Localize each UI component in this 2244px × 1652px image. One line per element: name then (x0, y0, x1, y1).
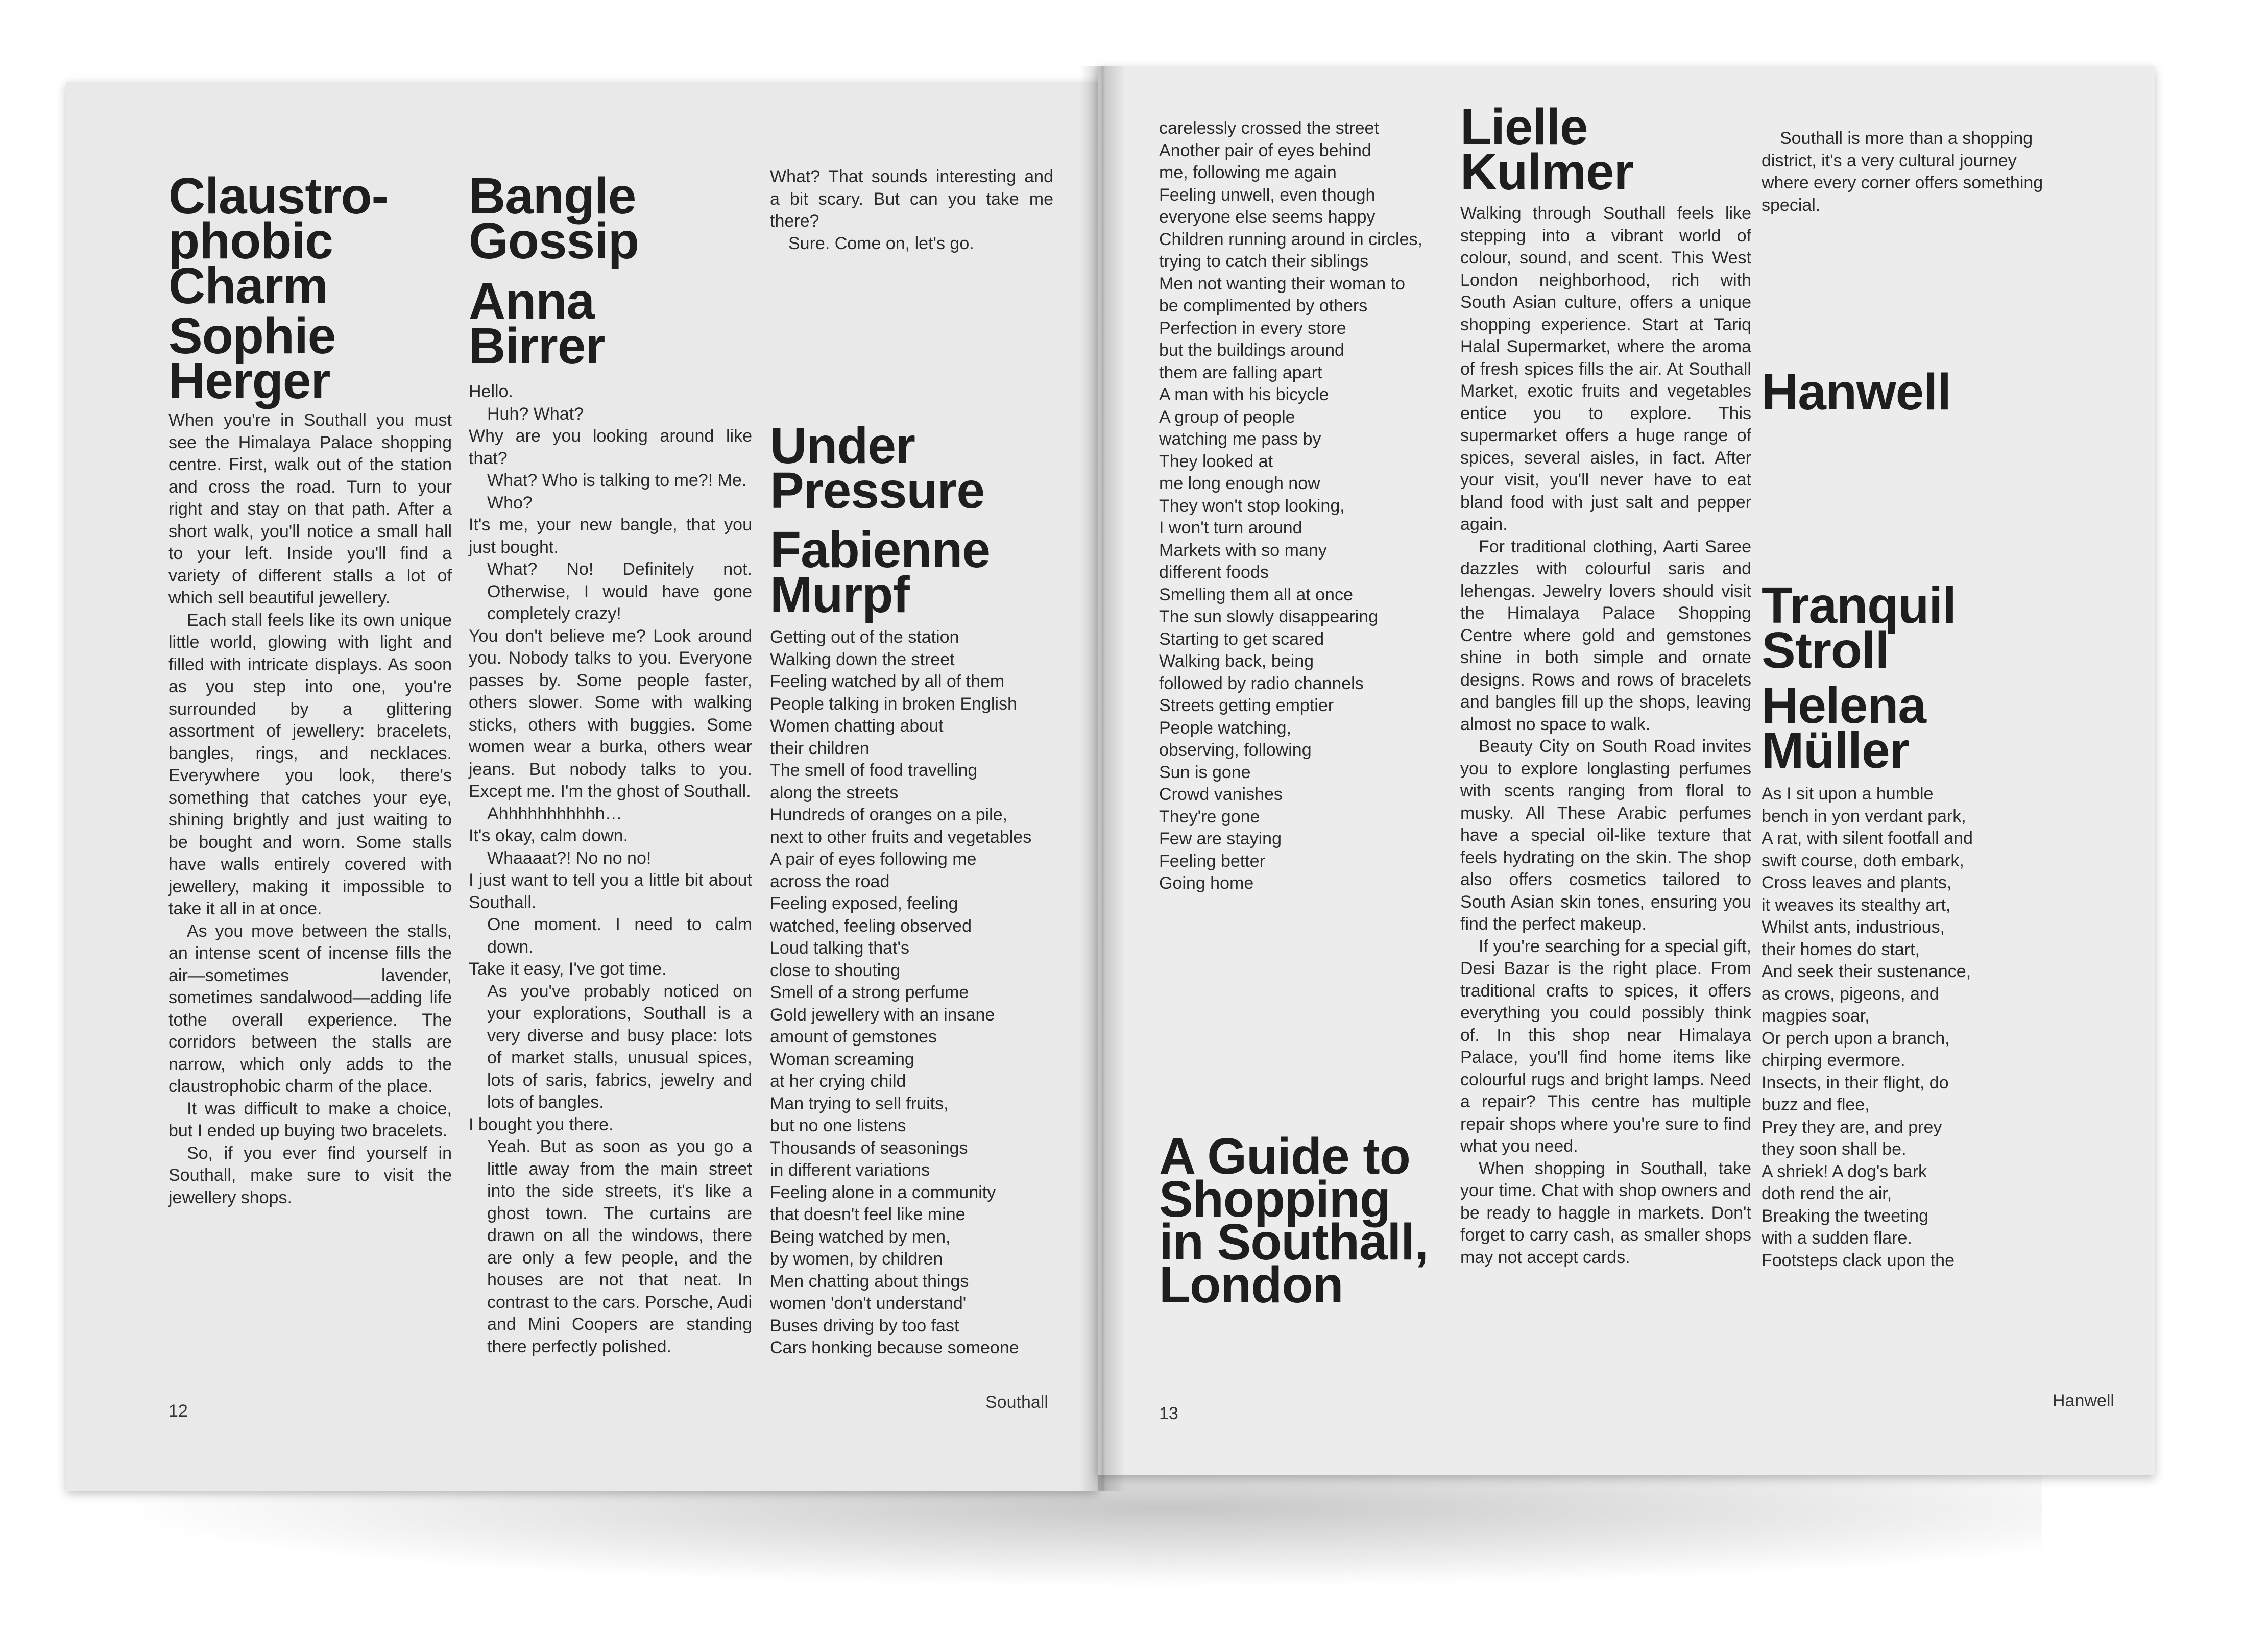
poem-line: it weaves its stealthy art, (1762, 895, 1951, 915)
poem-line: Feeling watched by all of them (770, 672, 1005, 691)
poem-line: Breaking the tweeting (1762, 1206, 1928, 1226)
poem-line: at her crying child (770, 1072, 906, 1091)
running-footer: Hanwell (2053, 1391, 2114, 1411)
poem-line: that doesn't feel like mine (770, 1205, 966, 1224)
poem-line: A shriek! A dog's bark (1762, 1161, 1927, 1181)
poem-line: Streets getting emptier (1159, 696, 1334, 715)
section-intro (1762, 128, 2053, 216)
paragraph: For traditional clothing, Aarti Saree dazzles with colourful saris and lehengas. Jewelry lovers should visit the Himalaya Palace Shopping Centre where gold and gemstones shine in both simple and ornate designs. Rows and rows of bracelets and bangles fill up the shops, leaving almost no space to walk. (1460, 537, 1751, 734)
article-author: Sophie Herger (168, 307, 336, 409)
poem-line: Smelling them all at once (1159, 585, 1353, 604)
poem-line: I won't turn around (1159, 518, 1302, 538)
dialog-line: Ahhhhhhhhhhh… (487, 804, 622, 823)
article-body (168, 409, 452, 1209)
poem-line: me, following me again (1159, 163, 1337, 182)
dialog-line: Why are you looking around like that? (469, 426, 752, 468)
left-page (66, 82, 1098, 1491)
poem-line: Cross leaves and plants, (1762, 873, 1952, 892)
dialog-line: You don't believe me? Look around you. Nobody talks to you. Everyone passes by. Some people faster, others slower. Some with walking sticks, others with buggies. Some women wear a burka, others wear jeans. But nobody talks to you. Except me. I'm the ghost of Southall. (469, 626, 752, 801)
dialog-line: What? That sounds interesting and a bit scary. But can you take me there? (770, 167, 1053, 231)
poem-line: A man with his bicycle (1159, 385, 1329, 404)
poem-line: trying to catch their siblings (1159, 252, 1369, 271)
poem-line: as crows, pigeons, and (1762, 984, 1939, 1004)
dialog-continuation (770, 166, 1053, 255)
article-body (1460, 203, 1751, 1269)
poem-line: Feeling alone in a community (770, 1182, 996, 1202)
dialog-line: Huh? What? (487, 404, 584, 424)
poem-line: magpies soar, (1762, 1006, 1870, 1026)
poem-line: A group of people (1159, 407, 1295, 427)
poem-line: As I sit upon a humble (1762, 784, 1934, 804)
right-page (1098, 66, 2155, 1475)
poem-line: And seek their sustenance, (1762, 962, 1971, 981)
paragraph: Walking through Southall feels like stepping into a vibrant world of colour, sound, and scent. This West London neighborhood, rich with South Asian culture, offers a unique shopping experience. Start at Tariq Halal Supermarket, where the aroma of fresh spices fills the air. At Southall Market, exotic fruits and vegetables entice you to explore. This supermarket offers a huge range of spices, several aisles, in fact. After your visit, you'll never have to eat bland food with just salt and pepper again. (1460, 204, 1751, 534)
poem-line: Prey they are, and prey (1762, 1117, 1942, 1137)
article-claustrophobic-charm (168, 167, 452, 1209)
poem-line: next to other fruits and vegetables (770, 827, 1032, 847)
article-title: Claustro- phobic Charm (168, 167, 388, 314)
poem-line: Going home (1159, 873, 1254, 893)
poem-line: Insects, in their flight, do (1762, 1073, 1949, 1092)
poem-line: A pair of eyes following me (770, 849, 977, 869)
paragraph: It was difficult to make a choice, but I ended up buying two bracelets. (168, 1099, 452, 1140)
poem-line: They won't stop looking, (1159, 496, 1345, 516)
poem-line: in different variations (770, 1160, 930, 1180)
poem-line: Feeling exposed, feeling (770, 894, 958, 913)
poem-line: Gold jewellery with an insane (770, 1005, 995, 1025)
poem-line: Buses driving by too fast (770, 1316, 959, 1335)
poem-line: Feeling better (1159, 851, 1265, 871)
poem-line: Sun is gone (1159, 762, 1251, 782)
poem-line: People watching, (1159, 718, 1291, 738)
section-title: Hanwell (1762, 363, 1951, 421)
poem-line: Man trying to sell fruits, (770, 1094, 949, 1113)
poem-line: their children (770, 738, 870, 758)
poem-line: Crowd vanishes (1159, 785, 1283, 804)
poem-line: them are falling apart (1159, 362, 1322, 382)
poem-line: They looked at (1159, 451, 1273, 471)
poem-line: bench in yon verdant park, (1762, 806, 1966, 826)
poem-line: swift course, doth embark, (1762, 851, 1964, 870)
poem-line: with a sudden flare. (1762, 1228, 1912, 1248)
dialog-line: Hello. (469, 382, 513, 401)
article-title: Under Pressure (770, 417, 985, 519)
poem-line: women 'don't understand' (770, 1294, 967, 1313)
poem-line: everyone else seems happy (1159, 207, 1376, 227)
poem-line: Whilst ants, industrious, (1762, 917, 1945, 937)
poem-line: across the road (770, 871, 890, 891)
poem-line: doth rend the air, (1762, 1184, 1892, 1203)
dialog-line: What? Who is talking to me?! Me. (487, 471, 747, 490)
dialog-line: Whaaaat?! No no no! (487, 848, 652, 868)
article-author: Fabienne Murpf (770, 521, 990, 623)
poem-line: Men chatting about things (770, 1271, 969, 1291)
intro-text: Southall is more than a shopping district, it's a very cultural journey where every corner offers something special. (1762, 129, 2043, 215)
poem-line: The sun slowly disappearing (1159, 607, 1379, 626)
poem-line: People talking in broken English (770, 694, 1017, 714)
running-footer: Southall (985, 1393, 1048, 1412)
article-author: Helena Müller (1762, 677, 1926, 779)
poem-line: Cars honking because someone (770, 1338, 1019, 1357)
poem-line: watched, feeling observed (770, 916, 972, 936)
article-author: Lielle Kulmer (1460, 99, 1633, 201)
poem-line: Loud talking that's (770, 938, 910, 958)
poem-line: Men not wanting their woman to (1159, 274, 1405, 294)
poem-line: Being watched by men, (770, 1227, 951, 1247)
paragraph: If you're searching for a special gift, Desi Bazar is the right place. From traditional crafts to spices, it offers everything you could possibly think of. In this shop near Himalaya Palace, you'll find home items like colourful rugs and bright lamps. Need a repair? This centre has multiple repair shops where you're sure to find what you need. (1460, 936, 1751, 1156)
page-number: 13 (1159, 1404, 1178, 1423)
poem-line: Hundreds of oranges on a pile, (770, 805, 1007, 824)
article-under-pressure (770, 166, 1053, 1359)
poem-line: Children running around in circles, (1159, 229, 1422, 249)
article-guide-shopping (1460, 99, 1751, 1269)
poem-line: Thousands of seasonings (770, 1138, 968, 1158)
poem-line: Getting out of the station (770, 627, 959, 647)
article-title: Tranquil Stroll (1762, 577, 1956, 679)
spine-gutter (1080, 66, 1126, 1491)
poem-line: along the streets (770, 783, 899, 803)
article-dialog (469, 381, 752, 1358)
article-author: Anna Birrer (469, 273, 605, 375)
article-title: Bangle Gossip (469, 167, 639, 270)
paragraph: Beauty City on South Road invites you to explore longlasting perfumes with scents ranging from floral to musky. All These Arabic perfumes have a special oil-like texture that feels hydrating on the skin. The shop also offers cosmetics tailored to South Asian skin tones, ensuring you find the perfect makeup. (1460, 737, 1751, 934)
paragraph: Each stall feels like its own unique little world, glowing with light and filled with intricate displays. As soon as you step into one, you're surrounded by a glittering assortment of jewellery: bracelets, bangles, rings, and necklaces. Everywhere you look, there's something that catches your eye, shining brightly and just waiting to be bought and worn. Some stalls have walls entirely covered with jewellery, making it impossible to take it all in at once. (168, 610, 452, 918)
magazine-spread (66, 51, 2155, 1491)
dialog-line: What? No! Definitely not. Otherwise, I would have gone completely crazy! (487, 560, 752, 623)
poem-line: they soon shall be. (1762, 1139, 1907, 1159)
paragraph: When shopping in Southall, take your time. Chat with shop owners and be ready to haggle in markets. Don't forget to carry cash, as smaller shops may not accept cards. (1460, 1158, 1751, 1267)
poem-continuation-column (1159, 117, 1445, 1314)
poem-line: chirping evermore. (1762, 1051, 1905, 1070)
poem-line: by women, by children (770, 1249, 943, 1269)
poem-line: but the buildings around (1159, 341, 1344, 360)
dialog-line: Take it easy, I've got time. (469, 959, 667, 979)
poem-line: watching me pass by (1159, 429, 1321, 449)
poem-line: Footsteps clack upon the (1762, 1250, 1955, 1270)
dialog-line: As you've probably noticed on your explorations, Southall is a very diverse and busy place: lots of market stalls, unusual spices, lots of saris, fabrics, jewelry and lots of bangles. (487, 981, 752, 1112)
poem-line: A rat, with silent footfall and (1762, 829, 1973, 848)
paragraph: As you move between the stalls, an intense scent of incense fills the air—sometimes lavender, sometimes sandalwood—adding life tothe overall experience. The corridors between the stalls are narrow, which only adds to the claustrophobic charm of the place. (168, 921, 452, 1096)
poem-line: different foods (1159, 563, 1269, 582)
poem-line: The smell of food travelling (770, 761, 978, 780)
poem-line: Another pair of eyes behind (1159, 140, 1371, 160)
poem-line: me long enough now (1159, 474, 1320, 493)
dialog-line: Who? (487, 493, 533, 513)
paragraph: So, if you ever find yourself in Southall, make sure to visit the jewellery shops. (168, 1143, 452, 1207)
poem-line: be complimented by others (1159, 296, 1368, 315)
poem-line: Or perch upon a branch, (1762, 1028, 1950, 1048)
poem-line: Woman screaming (770, 1049, 914, 1069)
article-bangle-gossip (469, 167, 752, 1358)
poem-line: Feeling unwell, even though (1159, 185, 1376, 205)
dialog-line: I just want to tell you a little bit about Southall. (469, 870, 752, 912)
poem-line: observing, following (1159, 740, 1312, 760)
poem-line: Few are staying (1159, 829, 1282, 848)
poem-line: close to shouting (770, 960, 901, 980)
poem-body (1762, 783, 2053, 1272)
poem-line: Walking back, being (1159, 651, 1314, 671)
poem-line: buzz and flee, (1762, 1095, 1870, 1114)
poem-line: Smell of a strong perfume (770, 983, 969, 1002)
poem-line: Markets with so many (1159, 540, 1327, 560)
poem-line: They're gone (1159, 807, 1260, 827)
poem-line: Perfection in every store (1159, 318, 1346, 338)
poem-line: carelessly crossed the street (1159, 118, 1379, 138)
hanwell-column (1762, 128, 2053, 1272)
poem-line: their homes do start, (1762, 939, 1920, 959)
guide-title: A Guide to Shopping in Southall, London (1159, 1127, 1428, 1314)
paragraph: When you're in Southall you must see the Himalaya Palace shopping centre. First, walk out of the station and cross the road. Turn to your right and stay on that path. After a short walk, you'll notice a small hall to your left. Inside you'll find a variety of different stalls a lot of which sell beautiful jewellery. (168, 410, 452, 608)
dialog-line: It's okay, calm down. (469, 826, 628, 845)
poem-body (770, 626, 1053, 1359)
poem-line: Women chatting about (770, 716, 944, 736)
poem-line: amount of gemstones (770, 1027, 937, 1047)
dialog-line: I bought you there. (469, 1114, 614, 1134)
dialog-line: Sure. Come on, let's go. (788, 233, 974, 253)
dialog-line: Yeah. But as soon as you go a little away from the main street into the side streets, it's like a ghost town. The curtains are drawn on all the windows, there are only a few people, and the houses are not that neat. In contrast to the cars. Porsche, Audi and Mini Coopers are standing there perfectly polished. (487, 1137, 752, 1356)
poem-line: Walking down the street (770, 649, 955, 669)
poem-body (1159, 117, 1445, 895)
poem-line: but no one listens (770, 1116, 906, 1135)
poem-line: Starting to get scared (1159, 629, 1324, 649)
dialog-line: It's me, your new bangle, that you just bought. (469, 515, 752, 557)
dialog-line: One moment. I need to calm down. (487, 915, 752, 957)
page-number: 12 (168, 1401, 188, 1421)
poem-line: followed by radio channels (1159, 673, 1364, 693)
